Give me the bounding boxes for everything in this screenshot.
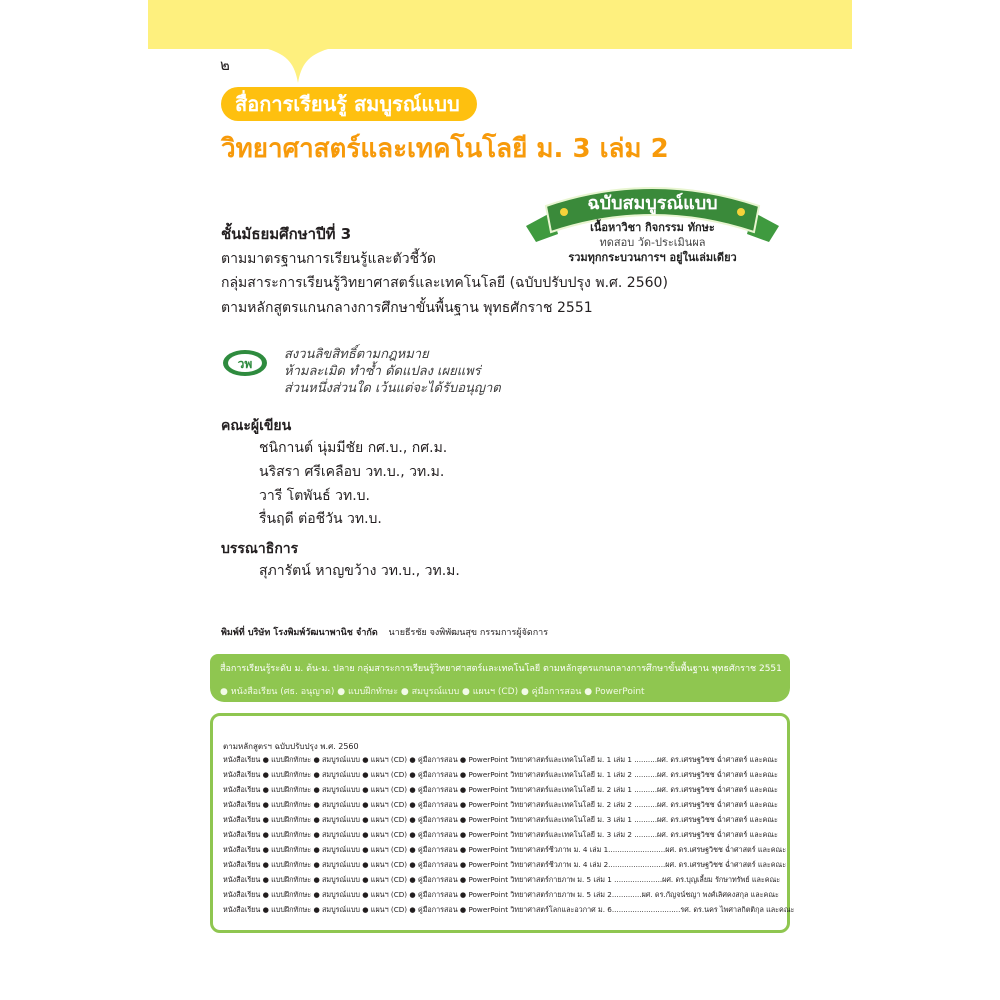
badge-line-2: ทดสอบ วัด-ประเมินผล — [599, 236, 706, 249]
author-4: รื่นฤดี ต่อชีวัน วท.บ. — [259, 511, 382, 527]
editor-heading: บรรณาธิการ — [221, 541, 299, 557]
list-item: หนังสือเรียน ● แบบฝึกทักษะ ● สมบูรณ์แบบ ● แผนฯ (CD) ● คู่มือการสอน ● PowerPoint วิทยาศาสตร์ชีวภาพ ม. 4 เล่ม 1.........................ผศ. ดร.เศรษฐวิชช ฉ่ำศาสตร์ และคณะ — [223, 845, 787, 854]
list-item: หนังสือเรียน ● แบบฝึกทักษะ ● สมบูรณ์แบบ ● แผนฯ (CD) ● คู่มือการสอน ● PowerPoint วิทยาศาสตร์และเทคโนโลยี ม. 1 เล่ม 2 ..........ผศ. ดร.เศรษฐวิชช ฉ่ำศาสตร์ และคณะ — [223, 770, 778, 779]
document-page — [148, 0, 852, 1000]
authors-heading: คณะผู้เขียน — [221, 418, 292, 434]
copyright-line-3: ส่วนหนึ่งส่วนใด เว้นแต่จะได้รับอนุญาต — [284, 381, 501, 396]
publisher-logo-text: วพ — [237, 357, 253, 371]
book-list-heading: ตามหลักสูตรฯ ฉบับปรับปรุง พ.ศ. 2560 — [223, 742, 359, 751]
author-2: นริสรา ศรีเคลือบ วท.บ., วท.ม. — [259, 464, 445, 480]
list-item: หนังสือเรียน ● แบบฝึกทักษะ ● สมบูรณ์แบบ ● แผนฯ (CD) ● คู่มือการสอน ● PowerPoint วิทยาศาสตร์และเทคโนโลยี ม. 1 เล่ม 1 ..........ผศ. ดร.เศรษฐวิชช ฉ่ำศาสตร์ และคณะ — [223, 755, 778, 764]
top-color-band — [148, 0, 852, 49]
list-item: หนังสือเรียน ● แบบฝึกทักษะ ● สมบูรณ์แบบ ● แผนฯ (CD) ● คู่มือการสอน ● PowerPoint วิทยาศาสตร์และเทคโนโลยี ม. 3 เล่ม 1 ..........ผศ. ดร.เศรษฐวิชช ฉ่ำศาสตร์ และคณะ — [223, 815, 778, 824]
printer-company: พิมพ์ที่ บริษัท โรงพิมพ์วัฒนาพานิช จำกัด — [221, 628, 378, 638]
page-number: ๒ — [220, 56, 230, 74]
list-item: หนังสือเรียน ● แบบฝึกทักษะ ● สมบูรณ์แบบ ● แผนฯ (CD) ● คู่มือการสอน ● PowerPoint วิทยาศาสตร์ชีวภาพ ม. 4 เล่ม 2.........................ผศ. ดร.เศรษฐวิชช ฉ่ำศาสตร์ และคณะ — [223, 860, 787, 869]
badge-title: ฉบับสมบูรณ์แบบ — [587, 193, 718, 214]
list-item: หนังสือเรียน ● แบบฝึกทักษะ ● สมบูรณ์แบบ ● แผนฯ (CD) ● คู่มือการสอน ● PowerPoint วิทยาศาสตร์กายภาพ ม. 5 เล่ม 1 .....................ผศ. ดร.บุญเลี้ยม รักษาทรัพย์ และคณะ — [223, 875, 781, 884]
list-item: หนังสือเรียน ● แบบฝึกทักษะ ● สมบูรณ์แบบ ● แผนฯ (CD) ● คู่มือการสอน ● PowerPoint วิทยาศาสตร์โลกและอวกาศ ม. 6..............................รศ. ดร.นคร ไพศาลกิตติกุล และคณะ — [223, 905, 795, 914]
meta-line-standards: ตามมาตรฐานการเรียนรู้และตัวชี้วัด — [221, 251, 437, 267]
badge-line-1: เนื้อหาวิชา กิจกรรม ทักษะ — [590, 221, 715, 234]
series-info-items: ● หนังสือเรียน (ศธ. อนุญาต) ● แบบฝึกทักษะ ● สมบูรณ์แบบ ● แผนฯ (CD) ● คู่มือการสอน ● PowerPoint — [220, 687, 645, 697]
printer-manager: นายธีรชัย จงพิพัฒนสุข กรรมการผู้จัดการ — [388, 628, 549, 638]
list-item: หนังสือเรียน ● แบบฝึกทักษะ ● สมบูรณ์แบบ ● แผนฯ (CD) ● คู่มือการสอน ● PowerPoint วิทยาศาสตร์และเทคโนโลยี ม. 2 เล่ม 2 ..........ผศ. ดร.เศรษฐวิชช ฉ่ำศาสตร์ และคณะ — [223, 800, 778, 809]
copyright-line-1: สงวนลิขสิทธิ์ตามกฎหมาย — [284, 347, 429, 362]
list-item: หนังสือเรียน ● แบบฝึกทักษะ ● สมบูรณ์แบบ ● แผนฯ (CD) ● คู่มือการสอน ● PowerPoint วิทยาศาสตร์และเทคโนโลยี ม. 3 เล่ม 2 ..........ผศ. ดร.เศรษฐวิชช ฉ่ำศาสตร์ และคณะ — [223, 830, 778, 839]
grade-level: ชั้นมัธยมศึกษาปีที่ 3 — [221, 225, 352, 243]
book-title: วิทยาศาสตร์และเทคโนโลยี ม. 3 เล่ม 2 — [221, 134, 669, 164]
band-notch — [268, 49, 328, 83]
copyright-line-2: ห้ามละเมิด ทำซ้ำ ดัดแปลง เผยแพร่ — [284, 364, 481, 379]
editor-1: สุภารัตน์ หาญขว้าง วท.บ., วท.ม. — [259, 563, 460, 579]
complete-edition-badge — [524, 176, 781, 278]
meta-line-subject-group: กลุ่มสาระการเรียนรู้วิทยาศาสตร์และเทคโนโลยี (ฉบับปรับปรุง พ.ศ. 2560) — [221, 275, 668, 291]
printer-line — [221, 625, 548, 639]
book-list-box — [210, 713, 795, 933]
list-item: หนังสือเรียน ● แบบฝึกทักษะ ● สมบูรณ์แบบ ● แผนฯ (CD) ● คู่มือการสอน ● PowerPoint วิทยาศาสตร์กายภาพ ม. 5 เล่ม 2.............ผศ. ดร.กัญจน์ชญา พงศ์เลิศคงสกุล และคณะ — [223, 890, 779, 899]
badge-line-3: รวมทุกกระบวนการฯ อยู่ในเล่มเดียว — [568, 251, 737, 264]
author-3: วารี โตพันธ์ วท.บ. — [259, 488, 370, 504]
series-info-box — [210, 654, 790, 702]
list-item: หนังสือเรียน ● แบบฝึกทักษะ ● สมบูรณ์แบบ ● แผนฯ (CD) ● คู่มือการสอน ● PowerPoint วิทยาศาสตร์และเทคโนโลยี ม. 2 เล่ม 1 ..........ผศ. ดร.เศรษฐวิชช ฉ่ำศาสตร์ และคณะ — [223, 785, 778, 794]
publisher-logo — [221, 347, 269, 379]
series-label: สื่อการเรียนรู้ สมบูรณ์แบบ — [221, 87, 477, 121]
meta-line-curriculum: ตามหลักสูตรแกนกลางการศึกษาขั้นพื้นฐาน พุทธศักราช 2551 — [221, 300, 593, 316]
series-info-title: สื่อการเรียนรู้ระดับ ม. ต้น-ม. ปลาย กลุ่มสาระการเรียนรู้วิทยาศาสตร์และเทคโนโลยี ตามหลักสูตรแกนกลางการศึกษาขั้นพื้นฐาน พุทธศักราช 2551 — [220, 664, 782, 674]
author-1: ชนิกานต์ นุ่มมีชัย กศ.บ., กศ.ม. — [259, 440, 448, 456]
